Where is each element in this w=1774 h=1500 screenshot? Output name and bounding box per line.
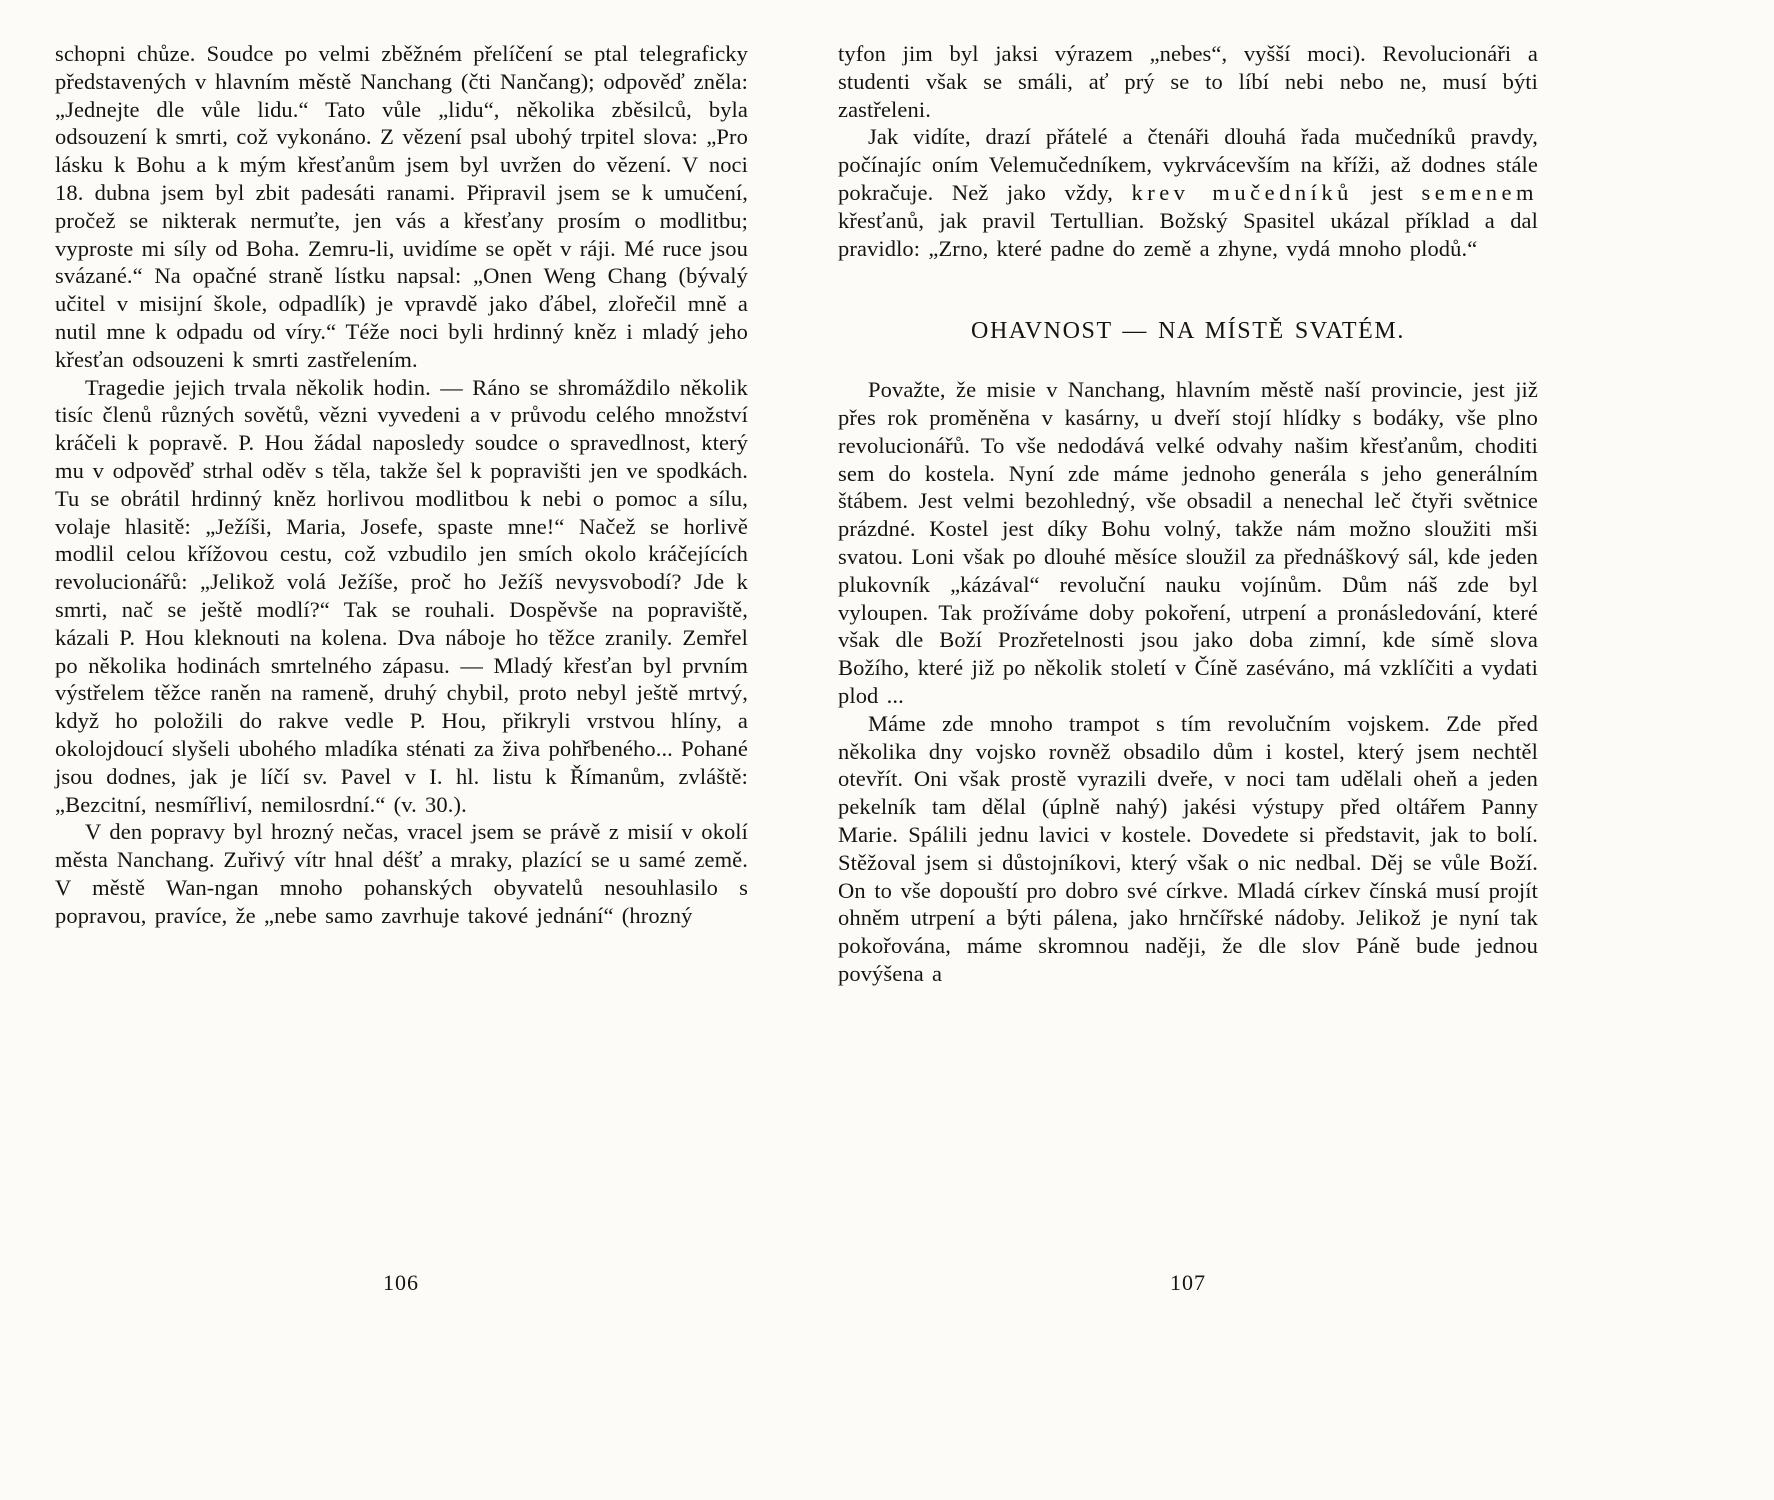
paragraph bbox=[838, 123, 1538, 262]
paragraph: Považte, že misie v Nanchang, hlavním městě naší provincie, jest již přes rok proměněna v kasárny, u dveří stojí hlídky s bodáky, vše plno revolucionářů. To vše nedodává velké odvahy našim křesťanům, choditi sem do kostela. Nyní zde máme jednoho generála s jeho generálním štábem. Jest velmi bezohledný, vše obsadil a nenechal leč čtyři světnice prázdné. Kostel jest díky Bohu volný, takže nám možno sloužiti mši svatou. Loni však po dlouhé měsíce sloužil za přednáškový sál, kde jeden plukovník „kázával“ revoluční nauku vojínům. Dům náš zde byl vyloupen. Tak prožíváme doby pokoření, utrpení a pronásledování, které však dle Boží Prozřetelnosti jsou jako doba zimní, kde símě slova Božího, které již po několik století v Číně zaséváno, má vzklíčiti a vydati plod ... bbox=[838, 377, 1538, 708]
paragraph-text: jest bbox=[1352, 179, 1422, 205]
paragraph: Máme zde mnoho trampot s tím revolučním vojskem. Zde před několika dny vojsko rovněž obsadilo dům i kostel, který jsem nechtěl otevřít. Oni však prostě vyrazili dveře, v noci tam udělali oheň a jeden pekelník tam dělal (úplně nahý) jakési výstupy před oltářem Panny Marie. Spálili jednu lavici v kostele. Dovedete si představit, jak to bolí. Stěžoval jsem si důstojníkovi, který však o nic nedbal. Děj se vůle Boží. On to vše dopouští pro dobro své církve. Mladá církev čínská musí projít ohněm utrpení a býti pálena, jako hrnčířské nádoby. Jelikož je nyní tak pokořována, máme skromnou naději, že dle slov Páně bude jednou povýšena a bbox=[838, 710, 1538, 986]
page-number: 106 bbox=[383, 1270, 419, 1295]
paragraph: tyfon jim byl jaksi výrazem „nebes“, vyšší moci). Revolucionáři a studenti však se smáli, ať prý se to líbí nebi nebo ne, musí býti zastřeleni. bbox=[838, 41, 1538, 122]
page-number: 107 bbox=[1170, 1270, 1206, 1295]
book-page-left bbox=[55, 40, 748, 930]
paragraph-text: Jak vidíte, drazí přátelé a čtenáři dlouhá řada mučedníků pravdy, počínajíc oním Velemučedníkem, vykrvácevším na kříži, až dodnes stále pokračuje. Než jako vždy, bbox=[838, 124, 1538, 205]
paragraph: V den popravy byl hrozný nečas, vracel jsem se právě z misií v okolí města Nanchang. Zuřivý vítr hnal déšť a mraky, plazící se u samé země. V městě Wan-ngan mnoho pohanských obyvatelů nesouhlasilo s popravou, pravíce, že „nebe samo zavrhuje takové jednání“ (hrozný bbox=[55, 819, 748, 928]
emphasized-text: krev mučedníků bbox=[1131, 179, 1353, 205]
paragraph-text: křesťanů, jak pravil Tertullian. Božský Spasitel ukázal příklad a dal pravidlo: „Zrno, které padne do země a zhyne, vydá mnoho plodů.“ bbox=[838, 207, 1538, 261]
section-heading: OHAVNOST — NA MÍSTĚ SVATÉM. bbox=[971, 318, 1405, 345]
paragraph: schopni chůze. Soudce po velmi zběžném přelíčení se ptal telegraficky představených v hlavním městě Nanchang (čti Nančang); odpověď zněla: „Jednejte dle vůle lidu.“ Tato vůle „lidu“, několika zběsilců, byla odsouzení k smrti, což vykonáno. Z vězení psal ubohý trpitel slova: „Pro lásku k Bohu a k mým křesťanům jsem byl uvržen do vězení. V noci 18. dubna jsem byl zbit padesáti ranami. Připravil jsem se k umučení, pročež se nikterak nermuťte, jen vás a křesťany prosím o modlitbu; vyproste mi síly od Boha. Zemru-li, uvidíme se opět v ráji. Mé ruce jsou svázané.“ Na opačné straně lístku napsal: „Onen Weng Chang (bývalý učitel v misijní škole, odpadlík) je vpravdě jako ďábel, zlořečil mně a nutil mne k odpadu od víry.“ Téže noci byli hrdinný kněz i mladý jeho křesťan odsouzeni k smrti zastřelením. bbox=[55, 41, 748, 372]
emphasized-text: semenem bbox=[1421, 179, 1538, 205]
paragraph: Tragedie jejich trvala několik hodin. — Ráno se shromáždilo několik tisíc členů různých sovětů, vězni vyvedeni a v průvodu celého množství kráčeli k popravě. P. Hou žádal naposledy soudce o spravedlnost, který mu v odpověď strhal oděv s těla, takže šel k popravišti jen ve spodkách. Tu se obrátil hrdinný kněz horlivou modlitbou k nebi o pomoc a sílu, volaje hlasitě: „Ježíši, Maria, Josefe, spaste mne!“ Načež se horlivě modlil celou křížovou cestu, což vzbudilo jen smích okolo kráčejících revolucionářů: „Jelikož volá Ježíše, proč ho Ježíš nevysvobodí? Jde k smrti, nač se ještě modlí?“ Tak se rouhali. Dospěvše na popraviště, kázali P. Hou kleknouti na kolena. Dva náboje ho těžce zranily. Zemřel po několika hodinách smrtelného zápasu. — Mladý křesťan byl prvním výstřelem těžce raněn na rameně, druhý chybil, proto nebyl ještě mrtvý, když ho položili do rakve vedle P. Hou, přikryli vrstvou hlíny, a okolojdoucí slyšeli ubohého mladíka sténati za živa pohřbeného... Pohané jsou dodnes, jak je líčí sv. Pavel v I. hl. listu k Římanům, zvláště: „Bezcitní, nesmířliví, nemilosrdní.“ (v. 30.). bbox=[55, 374, 748, 817]
book-page-right bbox=[838, 40, 1538, 988]
